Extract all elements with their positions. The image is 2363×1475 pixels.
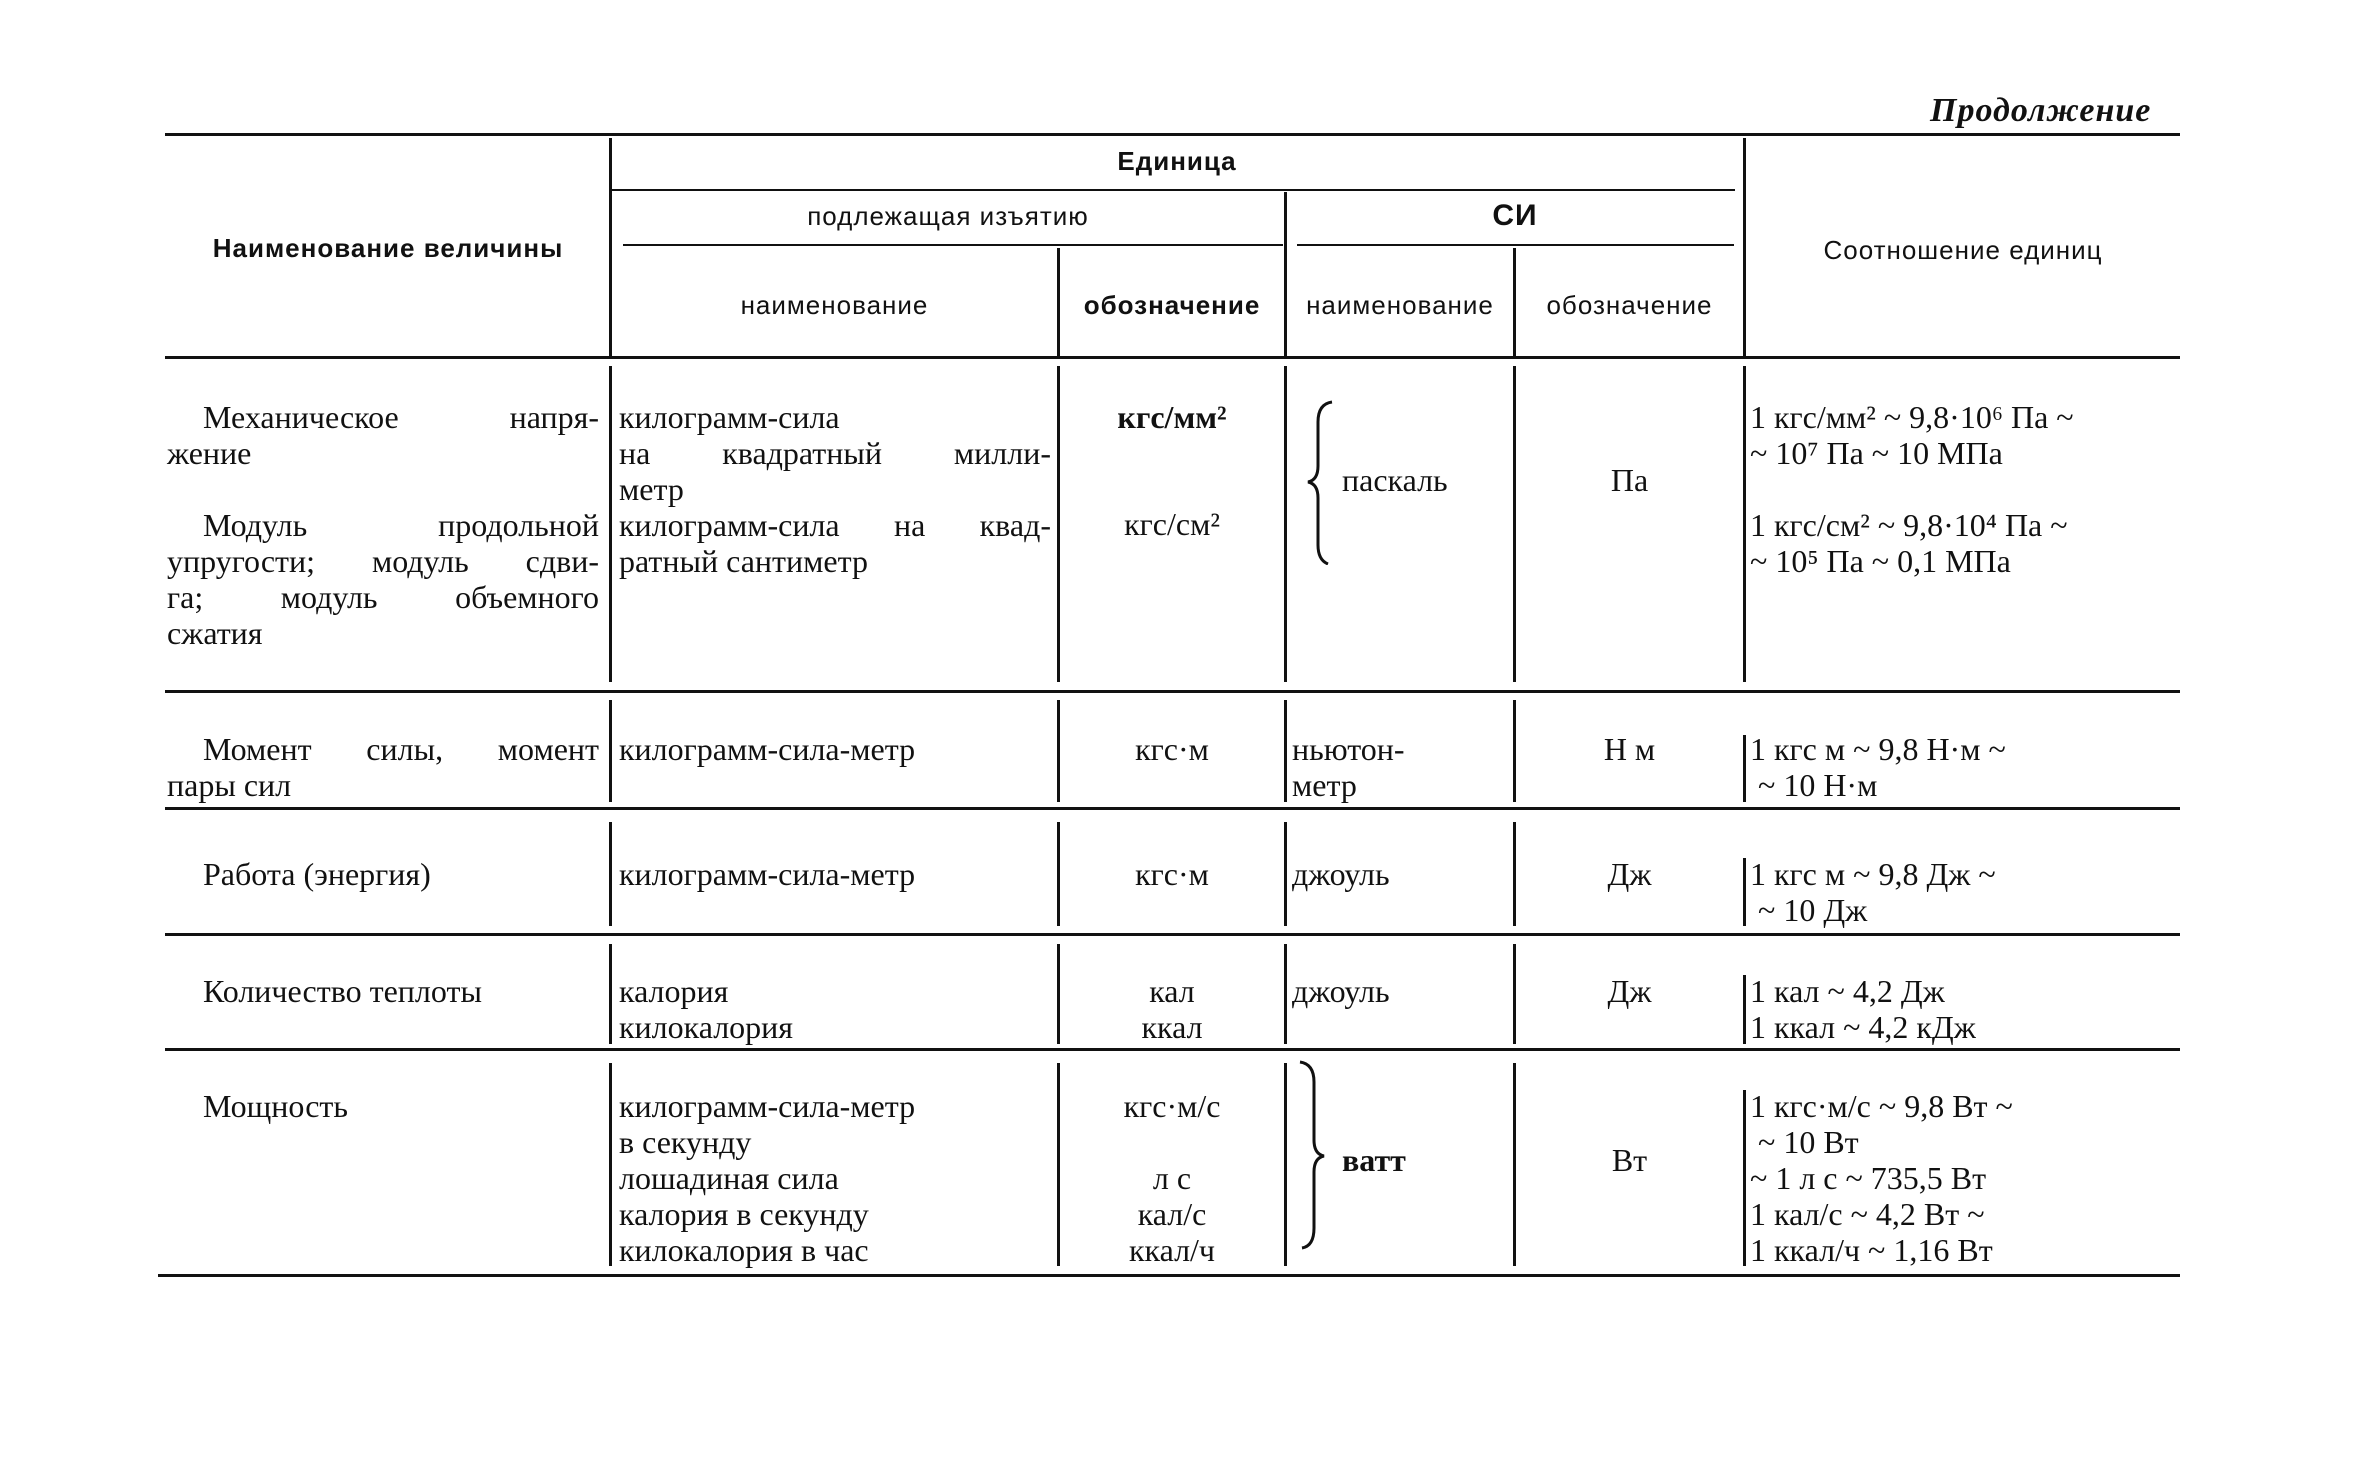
table-bottom-rule [158,1274,2180,1277]
header-to-withdraw: подлежащая изъятию [807,201,1089,231]
row4-old-name [619,973,1051,1045]
row1-old-name [619,399,1051,579]
row3-ratio [1750,856,2175,928]
ratio-line: 1 кгс/см² ~ 9,8·10⁴ Па ~ [1750,507,2068,543]
header-si-symbol: обозначение [1546,290,1713,320]
row1-old-symbol-2: кгс/см² [1124,506,1220,542]
row4-quantity: Количество теплоты [203,973,482,1009]
row4-si-name: джоуль [1292,973,1390,1009]
row2-old-name: килограмм-сила-метр [619,731,916,767]
old-name-line: калория в секунду [619,1196,869,1232]
old-symbol-line: кал/с [1137,1196,1207,1232]
col-divider-quantity [609,822,612,926]
old-name-line: килокалория в час [619,1232,869,1268]
quantity-line: сжатия [167,615,263,651]
col-divider-quantity [609,944,612,1044]
ratio-line: 1 кал ~ 4,2 Дж [1750,973,1945,1009]
row2-quantity [167,731,599,803]
row1-quantity [167,399,599,651]
old-name-line: на квадратный милли- [619,435,1051,471]
si-header-rule [1297,244,1734,246]
quantity-line: Механическое напря- [203,399,599,435]
old-name-line: ратный сантиметр [619,543,868,579]
old-symbol-line: кал [1149,973,1195,1009]
old-name-line: калория [619,973,729,1009]
row1-si-symbol: Па [1610,462,1649,498]
row3-si-name: джоуль [1292,856,1390,892]
unit-header-rule [612,189,1735,191]
ratio-line [1750,471,2175,507]
header-si: СИ [1492,199,1538,232]
row3-si-symbol: Дж [1607,856,1652,892]
ratio-line: ~ 10 Дж [1758,892,1868,928]
quantity-line: Момент силы, момент [203,731,599,767]
col-divider-si-symbol [1513,366,1516,682]
row3-old-name: килограмм-сила-метр [619,856,916,892]
row3-bottom-rule [165,933,2180,936]
old-symbol-line: ккал/ч [1128,1232,1216,1268]
row4-old-symbols [1060,973,1284,1045]
col-divider-si [1284,944,1287,1044]
row3-old-symbol: кгс·м [1135,856,1209,892]
ratio-line: 1 кгс м ~ 9,8 Н·м ~ [1750,731,2006,767]
row2-si-symbol: Н м [1603,731,1656,767]
header-quantity-name: Наименование величины [212,233,564,263]
row1-old-symbol-1: кгс/мм² [1117,399,1227,435]
old-name-line: лошадиная сила [619,1160,839,1196]
ratio-line: ~ 10⁵ Па ~ 0,1 МПа [1750,543,2011,579]
col-divider-ratio [1743,366,1746,682]
header-bottom-rule [165,356,2180,359]
quantity-line: жение [167,435,252,471]
old-name-line: килограмм-сила на квад- [619,507,1051,543]
old-symbol-line: л с [1152,1160,1192,1196]
col-divider-quantity [609,366,612,682]
right-brace-icon [1296,1060,1326,1250]
old-name-line: килограмм-сила-метр [619,1088,916,1124]
col-divider-ratio [1743,1090,1746,1266]
ratio-line: 1 ккал/ч ~ 1,16 Вт [1750,1232,1993,1268]
continuation-label: Продолжение [1930,92,2152,129]
header-ratio: Соотношение единиц [1823,235,2103,265]
ratio-line: 1 кгс·м/с ~ 9,8 Вт ~ [1750,1088,2013,1124]
col-divider-ratio [1743,858,1746,926]
row2-ratio [1750,731,2175,803]
col-divider-si [1284,700,1287,802]
col-divider-si [1284,366,1287,682]
old-name-line: в секунду [619,1124,752,1160]
old-symbol-line: ккал [1141,1009,1203,1045]
ratio-line: 1 кал/с ~ 4,2 Вт ~ [1750,1196,1985,1232]
row1-ratio [1750,399,2175,579]
header-old-name: наименование [740,290,929,320]
row3-quantity: Работа (энергия) [203,856,431,892]
row2-si-name [1292,731,1510,803]
row1-si-name: паскаль [1342,462,1448,498]
quantity-line: пары сил [167,767,292,803]
row5-old-symbols [1060,1088,1284,1268]
ratio-line: ~ 10 Вт [1758,1124,1859,1160]
row2-old-symbol: кгс·м [1135,731,1209,767]
quantity-line: упругости; модуль сдви- [167,543,599,579]
old-name-line: килограмм-сила [619,399,840,435]
quantity-line: Модуль продольной [203,507,599,543]
col-divider-si [1284,1063,1287,1266]
ratio-line: ~ 1 л с ~ 735,5 Вт [1750,1160,1987,1196]
row2-bottom-rule [165,807,2180,810]
col-divider-ratio [1743,735,1746,802]
row4-ratio [1750,973,2175,1045]
ratio-line: ~ 10⁷ Па ~ 10 МПа [1750,435,2003,471]
row5-si-symbol: Вт [1611,1142,1648,1178]
ratio-line: 1 кгс/мм² ~ 9,8·10⁶ Па ~ [1750,399,2074,435]
col-divider-si [1284,822,1287,926]
col-divider-quantity [609,1063,612,1266]
row5-quantity: Мощность [203,1088,348,1124]
row1-bottom-rule [165,690,2180,693]
header-si-name: наименование [1306,290,1494,320]
ratio-line: ~ 10 Н·м [1758,767,1878,803]
old-symbol-line [1060,1124,1284,1160]
withdraw-header-rule [623,244,1283,246]
row4-bottom-rule [165,1048,2180,1051]
row5-ratio [1750,1088,2175,1268]
left-brace-icon [1306,400,1336,565]
ratio-line: 1 ккал ~ 4,2 кДж [1750,1009,1976,1045]
old-symbol-line: кгс·м/с [1123,1088,1221,1124]
table-top-rule [165,133,2180,136]
si-name-line: метр [1292,767,1357,803]
col-divider-quantity [609,700,612,802]
si-name-line: ньютон- [1292,731,1405,767]
col-divider-ratio [1743,975,1746,1044]
row5-old-name [619,1088,1051,1268]
row5-si-name: ватт [1342,1142,1406,1178]
old-name-line: метр [619,471,684,507]
header-unit: Единица [1117,146,1237,176]
quantity-line [167,471,599,507]
quantity-line: га; модуль объемного [167,579,599,615]
old-name-line: килокалория [619,1009,793,1045]
header-old-symbol: обозначение [1083,290,1261,320]
ratio-line: 1 кгс м ~ 9,8 Дж ~ [1750,856,1996,892]
row4-si-symbol: Дж [1607,973,1652,1009]
